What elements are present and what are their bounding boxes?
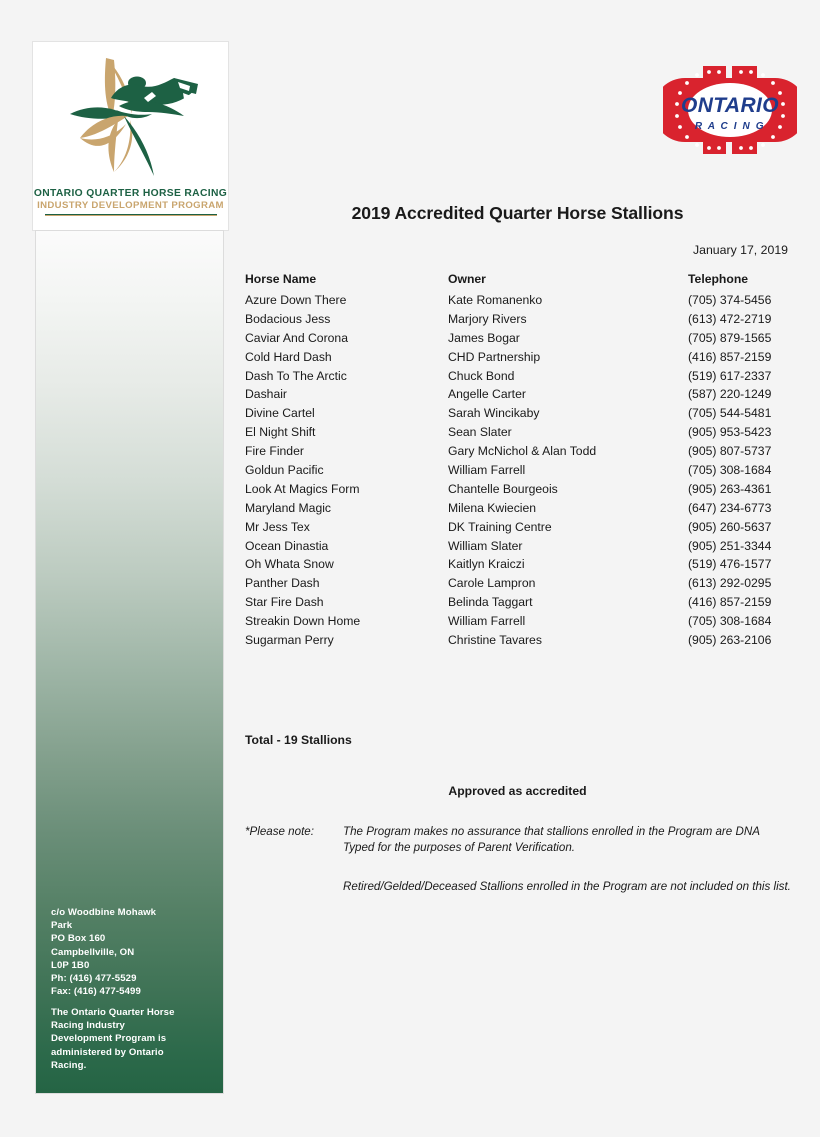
cell-owner: Chantelle Bourgeois: [448, 481, 558, 496]
ontario-racing-name: ONTARIO: [680, 94, 780, 117]
cell-telephone: (705) 374-5456: [688, 293, 772, 307]
contact-line: Fax: (416) 477-5499: [51, 986, 141, 998]
table-row: [245, 463, 790, 482]
cell-horse-name: Oh Whata Snow: [245, 557, 334, 572]
cell-owner: DK Training Centre: [448, 519, 552, 534]
cell-telephone: (519) 476-1577: [688, 557, 772, 572]
table-row: [245, 425, 790, 444]
contact-line: c/o Woodbine Mohawk: [51, 907, 157, 918]
sidebar-administered-note: [51, 1006, 216, 1072]
cell-horse-name: Sugarman Perry: [245, 633, 334, 648]
cell-horse-name: Panther Dash: [245, 576, 320, 591]
cell-telephone: (705) 308-1684: [688, 463, 772, 478]
cell-telephone: (519) 617-2337: [688, 368, 772, 383]
cell-owner: Sean Slater: [448, 425, 512, 440]
footnote-second-body: Retired/Gelded/Deceased Stallions enrolled in the Program are not included on this list.: [343, 879, 791, 893]
footnote-first-row: [245, 824, 793, 857]
cell-owner: Carole Lampron: [448, 576, 536, 591]
column-header-horse-name: Horse Name: [245, 272, 317, 286]
table-row: [245, 520, 790, 539]
cell-horse-name: Fire Finder: [245, 444, 304, 459]
table-row: [245, 557, 790, 576]
cell-horse-name: Dash To The Arctic: [245, 368, 347, 383]
cell-horse-name: Streakin Down Home: [245, 614, 361, 629]
cell-owner: James Bogar: [448, 330, 520, 345]
contact-line: Ph: (416) 477-5529: [51, 973, 137, 985]
cell-telephone: (416) 857-2159: [688, 349, 772, 364]
cell-horse-name: El Night Shift: [245, 425, 316, 440]
table-row: [245, 614, 790, 633]
cell-horse-name: Azure Down There: [245, 293, 347, 307]
cell-horse-name: Ocean Dinastia: [245, 538, 329, 553]
note-line: The Ontario Quarter Horse: [51, 1007, 175, 1018]
cell-owner: Marjory Rivers: [448, 311, 527, 326]
cell-owner: Chuck Bond: [448, 368, 515, 383]
total-stallions: Total - 19 Stallions: [245, 733, 352, 747]
cell-owner: Milena Kwiecien: [448, 500, 537, 515]
cell-owner: William Slater: [448, 538, 523, 553]
table-row: [245, 444, 790, 463]
contact-line: PO Box 160: [51, 933, 106, 945]
cell-telephone: (905) 263-4361: [688, 481, 772, 496]
cell-owner: William Farrell: [448, 614, 526, 629]
cell-telephone: (587) 220-1249: [688, 387, 772, 402]
column-header-owner: Owner: [448, 272, 486, 286]
table-row: [245, 539, 790, 558]
cell-telephone: (905) 807-5737: [688, 444, 772, 459]
contact-line: Park: [51, 920, 73, 932]
note-line: administered by Ontario: [51, 1046, 164, 1058]
note-line: Racing Industry: [51, 1020, 125, 1032]
cell-telephone: (705) 308-1684: [688, 614, 772, 629]
left-gradient-sidebar: [36, 231, 223, 1093]
cell-owner: Sarah Wincikaby: [448, 406, 540, 421]
footnotes: [245, 824, 793, 895]
cell-owner: William Farrell: [448, 463, 526, 478]
table-row: [245, 482, 790, 501]
cell-owner: Angelle Carter: [448, 387, 526, 402]
cell-horse-name: Star Fire Dash: [245, 595, 324, 610]
table-row: [245, 312, 790, 331]
cell-telephone: (905) 953-5423: [688, 425, 772, 440]
ontario-racing-logo-icon: [663, 62, 797, 158]
program-logo-wordmark: [33, 188, 228, 216]
table-row: [245, 595, 790, 614]
table-row: [245, 331, 790, 350]
footnote-first-body: The Program makes no assurance that stallions enrolled in the Program are DNA Typed for the purposes of Parent Verification.: [343, 825, 760, 855]
note-line: Development Program is: [51, 1033, 167, 1045]
cell-telephone: (613) 292-0295: [688, 576, 772, 591]
table-row: [245, 576, 790, 595]
cell-horse-name: Caviar And Corona: [245, 330, 348, 345]
contact-line: L0P 1B0: [51, 959, 90, 971]
footnote-label: *Please note:: [245, 825, 314, 838]
table-row: [245, 633, 790, 652]
table-row: [245, 369, 790, 388]
cell-telephone: (705) 544-5481: [688, 406, 772, 421]
cell-owner: Christine Tavares: [448, 633, 542, 648]
cell-telephone: (705) 879-1565: [688, 330, 772, 345]
program-logo-line1: ONTARIO QUARTER HORSE RACING: [33, 187, 228, 199]
column-header-telephone: Telephone: [688, 272, 749, 286]
cell-horse-name: Divine Cartel: [245, 406, 315, 421]
cell-horse-name: Cold Hard Dash: [245, 349, 332, 364]
cell-horse-name: Goldun Pacific: [245, 463, 324, 478]
page-title: 2019 Accredited Quarter Horse Stallions: [351, 203, 684, 223]
contact-line: Campbellville, ON: [51, 946, 135, 958]
cell-horse-name: Mr Jess Tex: [245, 519, 310, 534]
ontario-racing-subtitle: R A C I N G: [694, 121, 766, 132]
cell-horse-name: Dashair: [245, 387, 287, 402]
sidebar-contact-block: [51, 906, 216, 999]
approved-as-accredited: Approved as accredited: [448, 784, 587, 798]
table-row: [245, 293, 790, 312]
cell-owner: Gary McNichol & Alan Todd: [448, 444, 597, 459]
table-row: [245, 501, 790, 520]
cell-telephone: (647) 234-6773: [688, 500, 772, 515]
table-row: [245, 387, 790, 406]
cell-horse-name: Maryland Magic: [245, 500, 332, 515]
cell-owner: Kate Romanenko: [448, 293, 543, 307]
table-row: [245, 350, 790, 369]
cell-telephone: (905) 251-3344: [688, 538, 772, 553]
cell-horse-name: Look At Magics Form: [245, 481, 360, 496]
note-line: Racing.: [51, 1059, 87, 1071]
cell-owner: CHD Partnership: [448, 349, 541, 364]
stallion-table: [245, 272, 790, 652]
cell-owner: Kaitlyn Kraiczi: [448, 557, 525, 572]
program-logo-rule: [45, 214, 217, 216]
document-date: January 17, 2019: [692, 243, 788, 257]
program-logo-box: [33, 42, 228, 230]
cell-telephone: (613) 472-2719: [688, 311, 772, 326]
table-header-row: [245, 272, 790, 293]
cell-owner: Belinda Taggart: [448, 595, 533, 610]
cell-telephone: (905) 260-5637: [688, 519, 772, 534]
trillium-horse-logo-icon: [56, 50, 206, 178]
table-row: [245, 406, 790, 425]
cell-telephone: (416) 857-2159: [688, 595, 772, 610]
program-logo-line2: INDUSTRY DEVELOPMENT PROGRAM: [37, 199, 224, 211]
cell-telephone: (905) 263-2106: [688, 633, 772, 648]
cell-horse-name: Bodacious Jess: [245, 311, 331, 326]
